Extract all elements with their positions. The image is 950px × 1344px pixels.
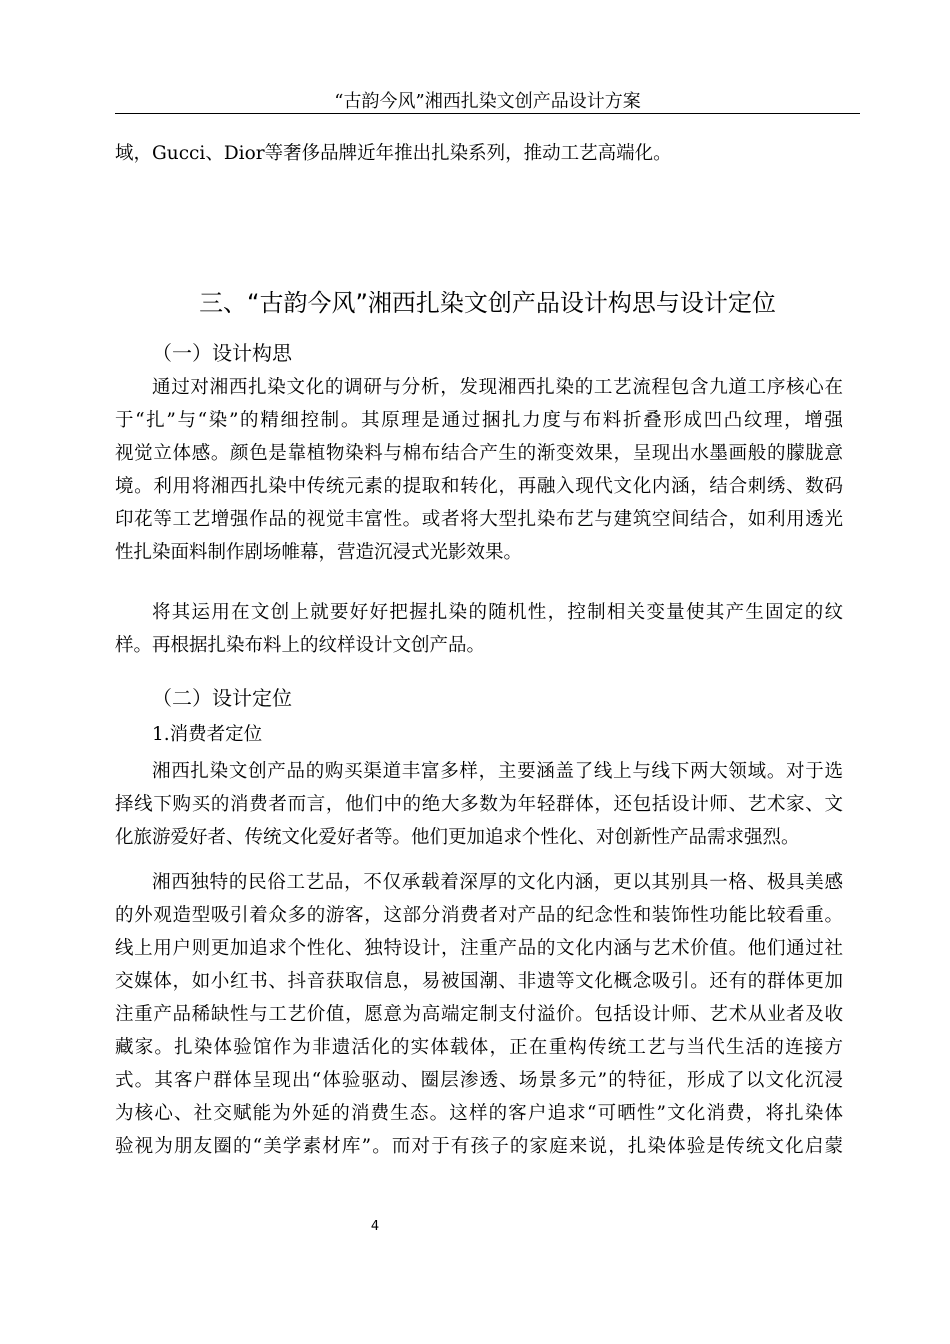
text-line: 视觉立体感。颜色是靠植物染料与棉布结合产生的渐变效果，呈现出水墨画般的朦胧意 xyxy=(115,443,843,464)
text-line: 藏家。扎染体验馆作为非遗活化的实体载体，正在重构传统工艺与当代生活的连接方 xyxy=(115,1037,843,1058)
page-number: 4 xyxy=(370,1219,380,1234)
section-heading: 三、“古韵今风”湘西扎染文创产品设计构思与设计定位 xyxy=(199,289,776,317)
text-line: 验视为朋友圈的“美学素材库”。而对于有孩子的家庭来说，扎染体验是传统文化启蒙 xyxy=(115,1136,843,1157)
text-line: 于“扎”与“染”的精细控制。其原理是通过捆扎力度与布料折叠形成凹凸纹理，增强 xyxy=(115,410,843,431)
text-line: 境。利用将湘西扎染中传统元素的提取和转化，再融入现代文化内涵，结合刺绣、数码 xyxy=(115,476,843,497)
text-line: 湘西扎染文创产品的购买渠道丰富多样，主要涵盖了线上与线下两大领域。对于选 xyxy=(152,761,843,782)
text-line: 交媒体，如小红书、抖音获取信息，易被国潮、非遗等文化概念吸引。还有的群体更加 xyxy=(115,971,843,992)
text-line: 印花等工艺增强作品的视觉丰富性。或者将大型扎染布艺与建筑空间结合，如利用透光 xyxy=(115,509,843,530)
text-line: 样。再根据扎染布料上的纹样设计文创产品。 xyxy=(115,635,486,656)
running-header: “古韵今风”湘西扎染文创产品设计方案 xyxy=(334,91,641,112)
paragraph-consumer-2 xyxy=(115,866,843,1163)
header-rule xyxy=(115,113,860,114)
subsection-heading-design-concept: （一）设计构思 xyxy=(152,341,292,365)
text-line: 将其运用在文创上就要好好把握扎染的随机性，控制相关变量使其产生固定的纹 xyxy=(152,602,843,623)
intro-paragraph xyxy=(115,137,843,170)
paragraph-design-concept-2 xyxy=(115,596,843,662)
text-line: 通过对湘西扎染文化的调研与分析，发现湘西扎染的工艺流程包含九道工序核心在 xyxy=(152,377,843,398)
text-line: 域，Gucci、Dior等奢侈品牌近年推出扎染系列，推动工艺高端化。 xyxy=(115,143,672,164)
subsection-heading-design-positioning: （二）设计定位 xyxy=(152,686,292,710)
text-line: 湘西独特的民俗工艺品，不仅承载着深厚的文化内涵，更以其别具一格、极具美感 xyxy=(152,872,843,893)
text-line: 性扎染面料制作剧场帷幕，营造沉浸式光影效果。 xyxy=(115,542,523,563)
text-line: 择线下购买的消费者而言，他们中的绝大多数为年轻群体，还包括设计师、艺术家、文 xyxy=(115,794,843,815)
text-line: 式。其客户群体呈现出“体验驱动、圈层渗透、场景多元”的特征，形成了以文化沉浸 xyxy=(115,1070,843,1091)
text-line: 注重产品稀缺性与工艺价值，愿意为高端定制支付溢价。包括设计师、艺术从业者及收 xyxy=(115,1004,843,1025)
text-line: 1.消费者定位 xyxy=(152,724,263,745)
text-line: 为核心、社交赋能为外延的消费生态。这样的客户追求“可晒性”文化消费，将扎染体 xyxy=(115,1103,843,1124)
text-line: 线上用户则更加追求个性化、独特设计，注重产品的文化内涵与艺术价值。他们通过社 xyxy=(115,938,843,959)
text-line: 的外观造型吸引着众多的游客，这部分消费者对产品的纪念性和装饰性功能比较看重。 xyxy=(115,905,843,926)
paragraph-consumer-1 xyxy=(115,755,843,854)
text-line: 化旅游爱好者、传统文化爱好者等。他们更加追求个性化、对创新性产品需求强烈。 xyxy=(115,827,800,848)
list-item-consumer-positioning xyxy=(115,718,843,751)
paragraph-design-concept-1 xyxy=(115,371,843,569)
